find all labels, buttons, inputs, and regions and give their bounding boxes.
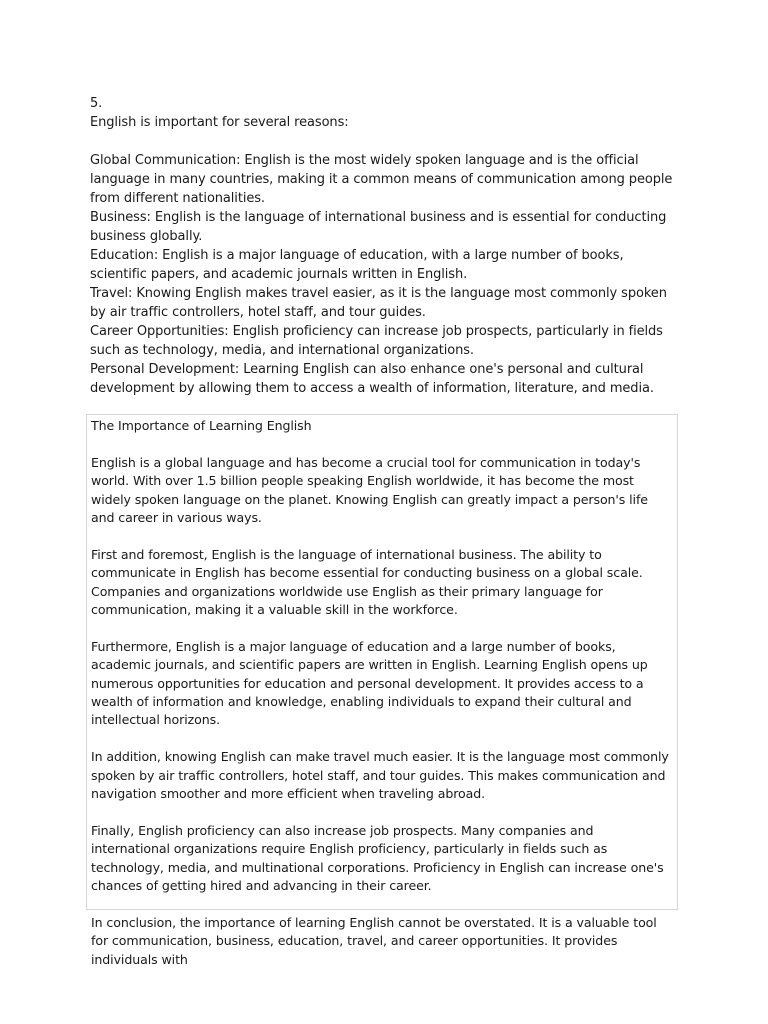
essay-paragraph: English is a global language and has become a crucial tool for communication in today's world. With over 1.5 billion people speaking English worldwide, it has become the most widely spoken language on the planet. Knowing English can greatly impact a person's life and career in various ways. [91, 454, 648, 526]
top-section [90, 94, 680, 398]
essay-paragraph: Furthermore, English is a major language of education and a large number of books, academic journals, and scientific papers are written in English. Learning English opens up numerous opportunities for education and personal development. It provides access to a wealth of information and knowledge, enabling individuals to expand their cultural and intellectual horizons. [91, 638, 648, 728]
spacer [91, 619, 673, 637]
spacer [91, 527, 673, 545]
spacer [90, 132, 680, 151]
essay-content [87, 415, 677, 969]
essay-paragraph: In addition, knowing English can make travel much easier. It is the language most commonly spoken by air traffic controllers, hotel staff, and tour guides. This makes communication and navigation smoother and more efficient when traveling abroad. [91, 749, 669, 802]
essay-paragraph: Finally, English proficiency can also increase job prospects. Many companies and international organizations require English proficiency, particularly in fields such as technology, media, and multinational corporations. Proficiency in English can increase one's chances of getting hired and advancing in their career. [91, 822, 664, 894]
section-number: 5. [90, 96, 103, 111]
essay-title: The Importance of Learning English [91, 418, 312, 433]
essay-box [86, 414, 678, 967]
reason-global-communication: Global Communication: English is the most widely spoken language and is the official language in many countries, making it a common means of communication among people from different nationalities. [90, 153, 673, 206]
intro-line: English is important for several reasons: [90, 115, 349, 130]
reason-personal-development: Personal Development: Learning English can also enhance one's personal and cultural development by allowing them to access a wealth of information, literature, and media. [90, 362, 654, 396]
reason-career-opportunities: Career Opportunities: English proficiency can increase job prospects, particularly in fields such as technology, media, and international organizations. [90, 324, 663, 358]
essay-paragraph: First and foremost, English is the language of international business. The ability to communicate in English has become essential for conducting business on a global scale. Companies and organizations worldwide use English as their primary language for communication, making it a valuable skill in the workforce. [91, 546, 643, 618]
spacer [91, 895, 673, 913]
reason-education: Education: English is a major language of education, with a large number of books, scientific papers, and academic journals written in English. [90, 248, 624, 282]
spacer [91, 803, 673, 821]
reason-business: Business: English is the language of international business and is essential for conducting business globally. [90, 210, 667, 244]
essay-paragraph: In conclusion, the importance of learning English cannot be overstated. It is a valuable tool for communication, business, education, travel, and career opportunities. It provides individuals with [91, 914, 657, 967]
spacer [91, 435, 673, 453]
reason-travel: Travel: Knowing English makes travel easier, as it is the language most commonly spoken by air traffic controllers, hotel staff, and tour guides. [90, 286, 667, 320]
spacer [91, 730, 673, 748]
